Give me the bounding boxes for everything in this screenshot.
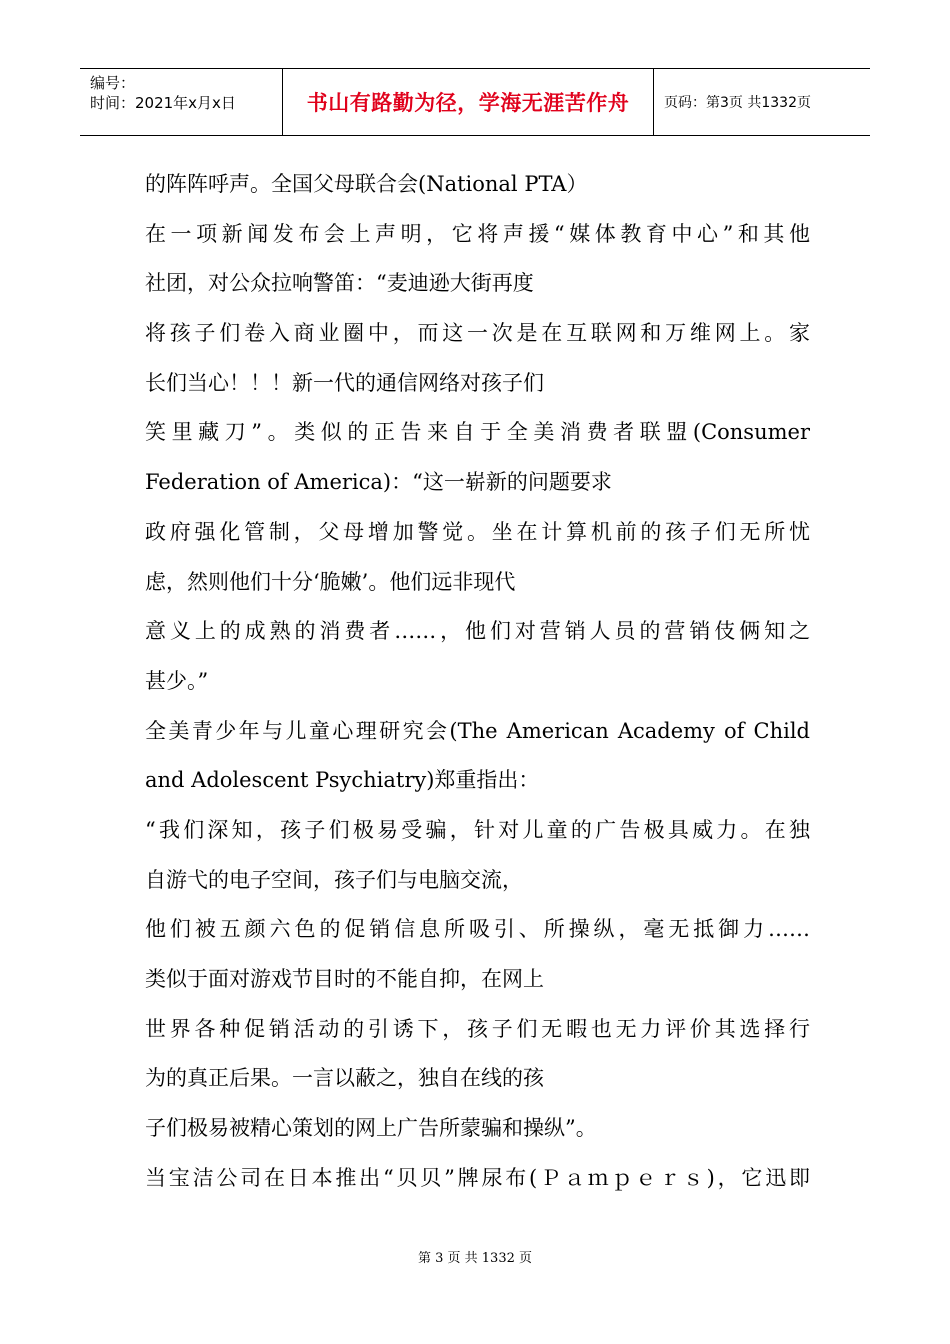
body-line: 政府强化管制，父母增加警觉。坐在计算机前的孩子们无所忧 xyxy=(145,519,810,544)
body-line: 笑里藏刀”。类似的正告来自于全美消费者联盟(Consumer xyxy=(145,420,810,445)
document-body xyxy=(145,160,810,1203)
header-meta xyxy=(80,69,282,135)
body-line: 他们被五颜六色的促销信息所吸引、所操纵，毫无抵御力…… xyxy=(145,917,810,942)
body-line: 社团，对公众拉响警笛：“麦迪逊大街再度 xyxy=(145,271,534,296)
body-line: Federation of America)：“这一崭新的问题要求 xyxy=(145,470,612,495)
page-header xyxy=(80,68,870,136)
document-time: 时间：2021年x月x日 xyxy=(90,94,236,112)
body-line: 的阵阵呼声。全国父母联合会(National PTA） xyxy=(145,172,588,196)
body-line: 自游弋的电子空间，孩子们与电脑交流， xyxy=(145,867,523,892)
body-line: 全美青少年与儿童心理研究会(The American Academy of Child xyxy=(145,718,810,743)
body-line: 子们极易被精心策划的网上广告所蒙骗和操纵”。 xyxy=(145,1116,597,1141)
body-line: 甚少。” xyxy=(145,668,209,693)
body-line: and Adolescent Psychiatry)郑重指出： xyxy=(145,768,540,793)
body-line: 当宝洁公司在日本推出“贝贝”牌尿布(Ｐａｍｐｅｒｓ)，它迅即 xyxy=(145,1165,810,1190)
body-line: 意义上的成熟的消费者……，他们对营销人员的营销伎俩知之 xyxy=(145,619,810,644)
body-line: 将孩子们卷入商业圈中，而这一次是在互联网和万维网上。家 xyxy=(145,321,810,346)
body-line: “我们深知，孩子们极易受骗，针对儿童的广告极具威力。在独 xyxy=(145,817,810,842)
body-line: 世界各种促销活动的引诱下，孩子们无暇也无力评价其选择行 xyxy=(145,1016,810,1041)
header-motto: 书山有路勤为径，学海无涯苦作舟 xyxy=(282,69,654,135)
body-line: 虑，然则他们十分‘脆嫩’。他们远非现代 xyxy=(145,569,516,594)
document-number-label: 编号： xyxy=(90,74,136,92)
body-line: 长们当心！！！新一代的通信网络对孩子们 xyxy=(145,370,544,395)
body-line: 类似于面对游戏节目时的不能自抑，在网上 xyxy=(145,967,544,991)
header-page-info: 页码：第3页 共1332页 xyxy=(664,95,811,111)
body-line: 在一项新闻发布会上声明，它将声援“媒体教育中心”和其他 xyxy=(145,221,810,246)
page-footer: 第 3 页 共 1332 页 xyxy=(417,1251,533,1266)
body-line: 为的真正后果。一言以蔽之，独自在线的孩 xyxy=(145,1066,544,1091)
